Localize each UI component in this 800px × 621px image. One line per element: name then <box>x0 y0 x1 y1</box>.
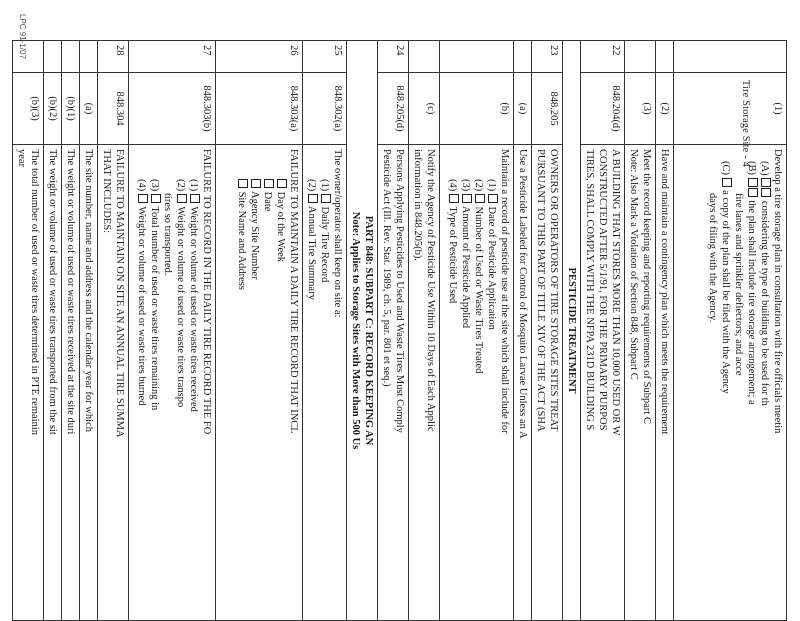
pesticide-record-intro: Maintain a record of pesticide use at the site which shall include for <box>499 149 510 434</box>
section-ref-27: 848.303(b) <box>129 73 216 145</box>
item-text: Daily Tire Record <box>319 206 330 283</box>
num-cell-empty <box>409 41 440 73</box>
section-ref-22: 848.204(d) <box>581 73 625 145</box>
item-label-2: (2) <box>656 73 674 145</box>
daily-field-1 <box>187 149 200 616</box>
checkbox[interactable] <box>177 194 187 203</box>
row-23b <box>440 41 514 621</box>
pesticide-record-item-3 <box>459 149 472 616</box>
item-text: Date of Pesticide Application <box>486 206 497 330</box>
document-id-mark: LPC 91-1/07 <box>18 14 27 59</box>
item-text: Type of Pesticide Used <box>447 206 458 304</box>
subpart-c-heading <box>347 41 378 621</box>
num-cell-empty <box>625 41 656 73</box>
keep-on-site-text <box>303 145 347 621</box>
item-text: Number of Used or Waste Tires Treated <box>473 206 484 374</box>
plan-item-b-label: (B) <box>746 161 757 175</box>
pesticide-record-item-2 <box>472 149 485 616</box>
daily-record-title: FAILURE TO MAINTAIN A DAILY TIRE RECORD THAT INCL <box>288 149 299 434</box>
row-28b1 <box>62 41 80 621</box>
plan-item-a <box>758 149 771 616</box>
item-text: Weight or volume of used or waste tires burned <box>136 206 147 406</box>
item-text: Annual Tire Summary <box>306 205 317 300</box>
item-index: (4) <box>136 179 147 192</box>
section-ref-26: 848.303(a) <box>216 73 303 145</box>
num-cell-empty <box>656 41 674 73</box>
checkbox[interactable] <box>277 179 287 188</box>
row-23 <box>532 41 563 621</box>
item-label-23b: (b) <box>440 73 514 145</box>
item-number-25: 25 <box>303 41 347 73</box>
row-22 <box>581 41 625 621</box>
checkbox[interactable] <box>748 188 758 197</box>
checkbox[interactable] <box>761 178 771 187</box>
contingency-plan-text: Have and maintain a contingency plan which meets the requirement <box>656 145 674 621</box>
item-number-22: 22 <box>581 41 625 73</box>
plan-item-c-text: a copy of the plan shall be filed with the Agency <box>720 190 731 394</box>
section-ref-25: 848.302(a) <box>303 73 347 145</box>
checkbox[interactable] <box>308 194 318 203</box>
item-index: (3) <box>460 179 471 192</box>
treatment-line-2: PURSUANT TO THIS PART OF TITLE XIV OF THE ACT (SHA <box>535 149 546 432</box>
plan-item-b-cont: fire lanes and sprinkler deflectors; and acce <box>733 193 744 376</box>
pesticide-record-item-4 <box>446 149 459 616</box>
plan-item-b <box>745 149 758 616</box>
row-27 <box>129 41 216 621</box>
item-text: Weight or volume of used or waste tires received <box>188 206 199 412</box>
annual-summary-text <box>98 145 129 621</box>
daily-field-4 <box>135 149 148 616</box>
item-number-28: 28 <box>98 41 129 73</box>
daily-fields-title: FAILURE TO RECORD IN THE DAILY TIRE RECORD THE FO <box>201 149 212 435</box>
keep-on-site-item-2 <box>305 149 318 616</box>
daily-record-item-3 <box>248 149 261 616</box>
item-index: (1) <box>188 179 199 192</box>
num-cell-empty <box>80 41 98 73</box>
violation-checklist-table <box>12 40 787 621</box>
num-cell-empty <box>62 41 80 73</box>
annual-summary-line-1: FAILURE TO MAINTAIN ON SITE AN ANNUAL TIRE SUMMA <box>114 149 125 438</box>
mosquito-pesticide-text: Use a Pesticide Labeled for Control of Mosquito Larvae Unless an A <box>514 145 532 621</box>
section-ref-28: 848.304 <box>98 73 129 145</box>
plan-item-b-text: the plan shall include tire storage arrangement; a <box>746 200 757 405</box>
row-23a <box>514 41 532 621</box>
pesticide-heading-row <box>563 41 581 621</box>
notify-line-2: information in 848.205(b). <box>412 149 423 261</box>
num-cell-empty <box>440 41 514 73</box>
item-label-28b3: (b)(3) <box>13 73 44 145</box>
item-label-28b2: (b)(2) <box>44 73 62 145</box>
nfpa-line-2: CONSTRUCTED AFTER 5/1/91, FOR THE PRIMARY PURPOS <box>597 149 608 431</box>
pesticide-record-item-1 <box>485 149 498 616</box>
item-label-23a: (a) <box>514 73 532 145</box>
item-text: Amount of Pesticide Applied <box>460 205 471 329</box>
item-text: Site Name and Address <box>236 191 247 290</box>
row-28a <box>80 41 98 621</box>
pesticide-act-line-2: Pesticide Act (Ill. Rev. Stat. 1989, ch. 5, par. 801 et seq.) <box>381 149 392 387</box>
item-index: (2) <box>306 179 317 192</box>
plan-item-c-label: (C) <box>720 161 731 175</box>
tires-remaining-text <box>13 145 44 621</box>
checkbox[interactable] <box>151 194 161 203</box>
tires-remaining-line-1: The total number of used or waste tires determined in PTE remainin <box>29 149 40 436</box>
record-keeping-line: Meet the record keeping and reporting requirements of Subpart C <box>641 149 652 424</box>
item-label-28a: (a) <box>80 73 98 145</box>
record-keeping-text <box>625 145 656 621</box>
site-info-text: The site number, name and address and the calendar year for which <box>80 145 98 621</box>
row-1 <box>674 41 787 621</box>
plan-intro: Develop a tire storage plan in consultation with fire officials meetin <box>772 149 783 434</box>
item-text: Total number of used or waste tires remaining in <box>149 206 160 411</box>
annual-summary-line-2: THAT INCLUDES: <box>101 149 112 234</box>
checkbox[interactable] <box>321 194 331 203</box>
pesticide-act-text <box>378 145 409 621</box>
tires-remaining-line-2: year <box>16 149 27 168</box>
nfpa-building-text <box>581 145 625 621</box>
row-28b3 <box>13 41 44 621</box>
plan-item-a-label: (A) <box>759 161 770 176</box>
tires-received-text: The weight or volume of used or waste tires received at the site duri <box>62 145 80 621</box>
checkbox[interactable] <box>138 194 148 203</box>
notify-agency-text <box>409 145 440 621</box>
plan-item-c-cont: days of filing with the Agency. <box>707 193 718 323</box>
checkbox[interactable] <box>251 179 261 188</box>
item-index: (2) <box>473 179 484 192</box>
checkbox[interactable] <box>761 188 771 197</box>
daily-record-fields-text <box>129 145 216 621</box>
plan-item-a-text: considering the type of building to be used for th <box>759 200 770 406</box>
item-number-23: 23 <box>532 41 563 73</box>
section-ref-23: 848.205 <box>532 73 563 145</box>
daily-field-2 <box>174 149 187 616</box>
daily-record-item-4 <box>235 149 248 616</box>
checkbox[interactable] <box>475 194 485 203</box>
checkbox[interactable] <box>238 179 248 188</box>
item-index: (1) <box>319 179 330 192</box>
tires-transported-text: The weight or volume of used or waste tires transported from the sit <box>44 145 62 621</box>
row-2 <box>656 41 674 621</box>
plan-item-c <box>719 149 732 616</box>
row-25 <box>303 41 347 621</box>
subpart-c-title: PART 848: SUBPART C: RECORD KEEPING AN <box>363 215 374 446</box>
item-number-24: 24 <box>378 41 409 73</box>
row-26 <box>216 41 303 621</box>
item-number-26: 26 <box>216 41 303 73</box>
checkbox[interactable] <box>488 194 498 203</box>
nfpa-line-1: A BUILDING THAT STORES MORE THAN 10,000 USED OR W <box>610 149 621 436</box>
tire-storage-plan-text <box>674 145 787 621</box>
pesticide-record-text <box>440 145 514 621</box>
keep-on-site-item-1 <box>318 149 331 616</box>
row-24 <box>378 41 409 621</box>
pesticide-treatment-heading: PESTICIDE TREATMENT <box>563 41 581 621</box>
daily-record-item-1 <box>274 149 287 616</box>
row-3 <box>625 41 656 621</box>
page-footer: Tire Storage Site - 4 <box>740 80 751 168</box>
num-cell-empty <box>514 41 532 73</box>
num-cell-empty <box>13 41 44 73</box>
item-text: Agency Site Number <box>249 191 260 280</box>
item-index: (2) <box>175 179 186 192</box>
item-index: (1) <box>486 179 497 192</box>
subpart-c-note: Note: Applies to Storage Sites with More than 500 Us <box>350 211 361 450</box>
checkbox[interactable] <box>449 194 459 203</box>
item-number-27: 27 <box>129 41 216 73</box>
daily-tire-record-text <box>216 145 303 621</box>
checkbox[interactable] <box>190 194 200 203</box>
checkbox[interactable] <box>462 194 472 203</box>
item-label-28b1: (b)(1) <box>62 73 80 145</box>
checkbox[interactable] <box>264 179 274 188</box>
keep-on-site-intro: The owner/operator shall keep on site a: <box>332 149 343 318</box>
item-index: (3) <box>149 179 160 192</box>
notify-line-1: Notify the Agency of Pesticide Use Within 10 Days of Each Applic <box>425 149 436 432</box>
row-28b2 <box>44 41 62 621</box>
daily-field-2-cont: tires so transported. <box>162 193 173 276</box>
item-text: Date <box>262 191 273 212</box>
row-23c <box>409 41 440 621</box>
checkbox[interactable] <box>722 178 732 187</box>
pesticide-act-line-1: Persons Applying Pesticides to Used and Waste Tires Must Comply <box>394 149 405 433</box>
checkbox[interactable] <box>748 178 758 187</box>
item-index: (4) <box>447 179 458 192</box>
daily-field-3 <box>148 149 161 616</box>
tire-treatment-text <box>532 145 563 621</box>
section-ref-24: 848.205(d) <box>378 73 409 145</box>
nfpa-line-3: TIRES, SHALL COMPLY WITH THE NFPA 231D BUILDING S <box>584 149 595 431</box>
daily-record-item-2 <box>261 149 274 616</box>
item-text: Weight or volume of used or waste tires transpo <box>175 206 186 408</box>
item-label-3: (3) <box>625 73 656 145</box>
item-label-23c: (c) <box>409 73 440 145</box>
item-label-1: (1) <box>674 73 787 145</box>
form-sheet <box>16 40 787 620</box>
num-cell-empty <box>674 41 787 73</box>
item-text: Day of the Week <box>275 191 286 263</box>
row-28 <box>98 41 129 621</box>
treatment-line-1: OWNERS OR OPERATORS OF TIRE STORAGE SITES TREAT <box>548 149 559 432</box>
subpart-c-heading-row <box>347 41 378 621</box>
record-keeping-note: Note: Also Mark a Violation of Section 848, Subpart C <box>628 149 639 380</box>
num-cell-empty <box>44 41 62 73</box>
